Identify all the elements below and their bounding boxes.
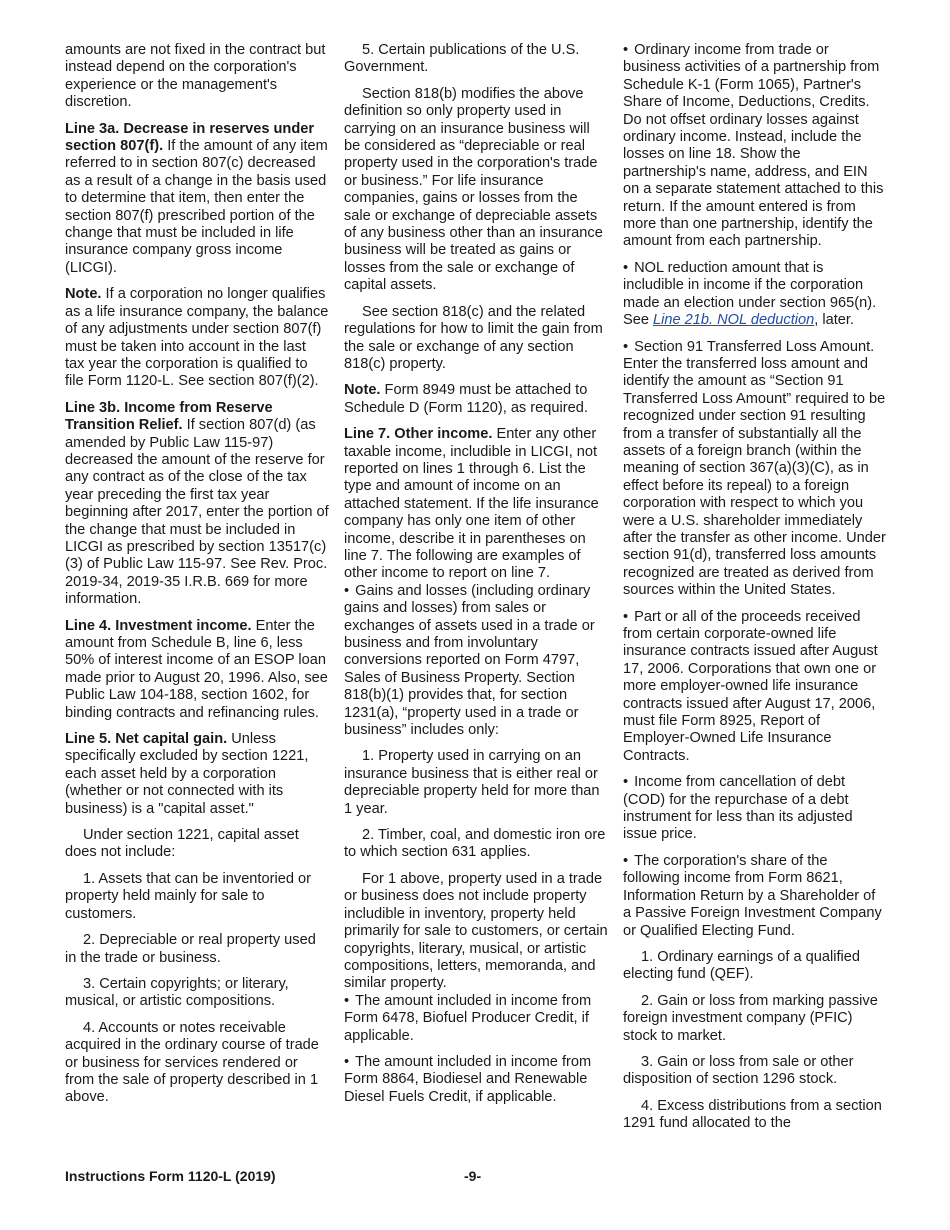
- section-line-4: [65, 618, 329, 722]
- paragraph-818b: Section 818(b) modifies the above definition so only property used in carrying on an insurance business will be considered as “depreciable or real property used in the corporation's trade or business.” For life insurance companies, gains or losses from the sale or exchange of depreciable assets of any business other than an insurance business will be treated as gains or losses from the sale or exchange of capital assets.: [344, 85, 603, 294]
- list-item: 2. Depreciable or real property used in the trade or business.: [65, 932, 316, 966]
- section-line-3a: [65, 121, 329, 278]
- bullet-item: • Part or all of the proceeds received from certain corporate-owned life insurance contracts issued after August 17, 2006. Corporations that own one or more employer-owned life insurance contracts issued after August 17, 2006, must file Form 8925, Report of Employer-Owned Life Insurance Contracts.: [623, 609, 887, 766]
- bullet-item: • Ordinary income from trade or business activities of a partnership from Schedule K-1 (Form 1065), Partner's Share of Income, Deductions, Credits. Do not offset ordinary losses against ordinary income. Instead, include the losses on line 18. Show the partnership's name, address, and EIN on a separate statement attached to this return. If the amount entered is from more than one partnership, identify the amount from each partnership.: [623, 42, 887, 251]
- bullet-item: • The corporation's share of the following income from Form 8621, Information Return by a Shareholder of a Passive Foreign Investment Company or Qualified Electing Fund.: [623, 853, 887, 940]
- note-text: If a corporation no longer qualifies as a life insurance company, the balance of any adjustments under section 807(f) must be taken into account in the last tax year the corporation is qualified to file Form 1120-L. See section 807(f)(2).: [65, 286, 329, 390]
- text-line-5: Unless specifically excluded by section 1221, each asset held by a corporation (whether or not connected with its business) is a "capital asset.": [65, 731, 309, 817]
- heading-line-3b: Line 3b. Income from Reserve Transition Relief.: [65, 399, 273, 434]
- bullet-item: • Section 91 Transferred Loss Amount. Enter the transferred loss amount and identify the amount as “Section 91 Transferred Loss Amount” required to be recognized under section 91 resulting from a transfer of substantially all the assets of a foreign branch (within the meaning of section 367(a)(3)(C), as in effect before its repeal) to a foreign corporation with respect to which you were a U.S. shareholder immediately after the transfer as other income. Under section 91(d), transferred loss amounts recognized are treated as derived from sources within the United States.: [623, 339, 887, 600]
- bullet-item: • Gains and losses (including ordinary gains and losses) from sales or exchanges of assets used in a trade or business and from involuntary conversions reported on Form 4797, Sales of Business Property. Section 818(b)(1) provides that, for section 1231(a), “property used in a trade or business” includes only:: [344, 583, 608, 740]
- paragraph-property: For 1 above, property used in a trade or business does not include property includible in inventory, property held primarily for sale to customers, or certain copyrights, literary, musical, or artistic compositions, letters, memoranda, and similar property.: [344, 870, 608, 992]
- paragraph-intro: amounts are not fixed in the contract but instead depend on the corporation's experience or the management's discretion.: [65, 42, 326, 111]
- text-line-4: Enter the amount from Schedule B, line 6, less 50% of interest income of an ESOP loan made prior to August 20, 1996. Also, see Public Law 104-188, section 1602, for binding contracts and refinancing rules.: [65, 617, 328, 721]
- bullet-item: • Income from cancellation of debt (COD) for the repurchase of a debt instrument for less than its adjusted issue price.: [623, 774, 887, 844]
- bullet-text: NOL reduction amount that is includible in income if the corporation made an election under section 965(n). See: [623, 259, 877, 329]
- note-text: Form 8949 must be attached to Schedule D (Form 1120), as required.: [344, 382, 588, 416]
- section-line-7: [344, 426, 608, 583]
- list-item: 1. Ordinary earnings of a qualified electing fund (QEF).: [623, 948, 861, 983]
- list-item: 3. Certain copyrights; or literary, musical, or artistic compositions.: [65, 975, 289, 1010]
- column-middle: [344, 42, 608, 1115]
- heading-line-5: Line 5. Net capital gain.: [65, 731, 228, 748]
- bullet-item: • The amount included in income from Form 8864, Biodiesel and Renewable Diesel Fuels Credit, if applicable.: [344, 1054, 608, 1106]
- list-item: 3. Gain or loss from sale or other disposition of section 1296 stock.: [623, 1053, 854, 1088]
- heading-line-4: Line 4. Investment income.: [65, 617, 252, 634]
- text-line-3b: If section 807(d) (as amended by Public Law 115-97) decreased the amount of the reserve for any contract as of the close of the tax year preceding the first tax year beginning after 2017, enter the portion of the change that must be included in LICGI as prescribed by section 13517(c)(3) of Public Law 115-97. See Rev. Proc. 2019-34, 2019-35 I.R.B. 669 for more information.: [65, 417, 329, 608]
- column-left: [65, 42, 329, 1116]
- note-form-8949: [344, 382, 608, 417]
- heading-line-7: Line 7. Other income.: [344, 426, 493, 443]
- text-line-7: Enter any other taxable income, includible in LICGI, not reported on lines 1 through 6. List the type and amount of income on an attached statement. If the life insurance company has only one item of other income, describe it in parentheses on line 7. The following are examples of other income to report on line 7.: [344, 426, 599, 582]
- note-label: Note.: [65, 286, 102, 303]
- list-item: 5. Certain publications of the U.S. Government.: [344, 42, 580, 76]
- heading-line-3a: Line 3a. Decrease in reserves under section 807(f).: [65, 120, 315, 155]
- section-line-3b: [65, 400, 329, 609]
- list-item: 2. Timber, coal, and domestic iron ore to which section 631 applies.: [344, 827, 606, 861]
- bullet-text: , later.: [814, 312, 854, 329]
- section-line-5: [65, 731, 329, 818]
- page-number: -9-: [464, 1168, 482, 1184]
- bullet-item-nol: [623, 260, 887, 330]
- footer-form-title: Instructions Form 1120-L (2019): [65, 1168, 276, 1184]
- list-item: 4. Accounts or notes receivable acquired in the ordinary course of trade or business for services rendered or from the sale of property described in 1 above.: [65, 1019, 319, 1106]
- link-line-21b[interactable]: Line 21b. NOL deduction: [653, 312, 815, 329]
- list-item: 1. Property used in carrying on an insurance business that is either real or depreciable property held for more than 1 year.: [344, 748, 600, 817]
- paragraph-818c: See section 818(c) and the related regulations for how to limit the gain from the sale or exchange of any section 818(c) property.: [344, 303, 603, 372]
- note-label: Note.: [344, 382, 381, 399]
- list-item: 4. Excess distributions from a section 1291 fund allocated to the: [623, 1097, 882, 1132]
- column-right: [623, 42, 887, 1142]
- list-item: 2. Gain or loss from marking passive foreign investment company (PFIC) stock to market.: [623, 992, 878, 1044]
- bullet-item: • The amount included in income from Form 6478, Biofuel Producer Credit, if applicable.: [344, 993, 608, 1045]
- note-807f: [65, 286, 329, 390]
- list-item: 1. Assets that can be inventoried or property held mainly for sale to customers.: [65, 870, 311, 922]
- paragraph-section-1221: Under section 1221, capital asset does not include:: [65, 827, 299, 861]
- text-line-3a: If the amount of any item referred to in section 807(c) decreased as a result of a change in the basis used to determine that item, then enter the section 807(f) prescribed portion of the change that must be included in life insurance company gross income (LICGI).: [65, 138, 328, 276]
